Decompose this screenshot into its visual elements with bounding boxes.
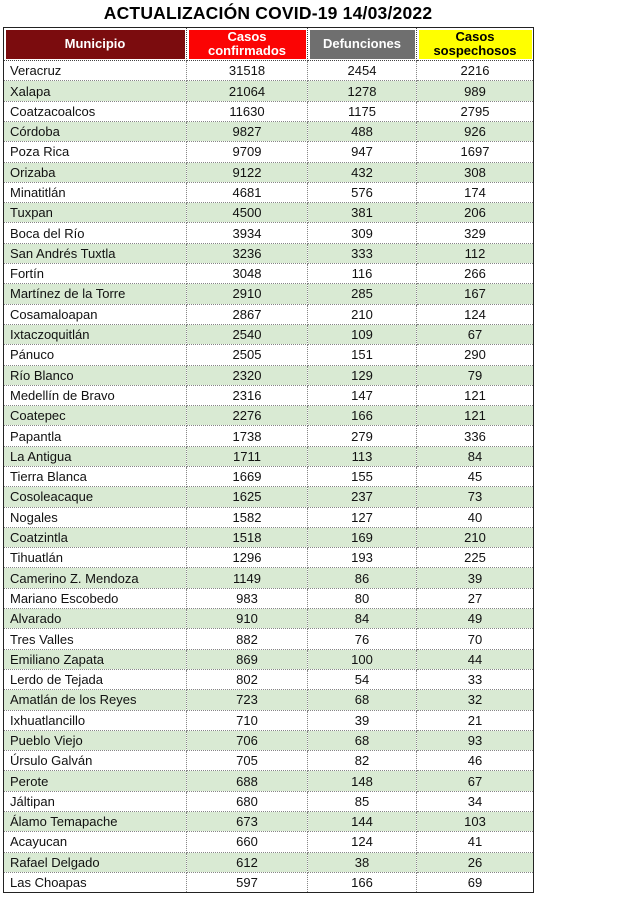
cell-casos-sospechosos: 69 [417, 872, 534, 892]
cell-defunciones: 68 [308, 690, 417, 710]
cell-casos-sospechosos: 210 [417, 527, 534, 547]
report-page [3, 0, 533, 893]
cell-defunciones: 113 [308, 446, 417, 466]
table-row [4, 507, 534, 527]
cell-municipio: Camerino Z. Mendoza [4, 568, 187, 588]
cell-casos-confirmados: 723 [187, 690, 308, 710]
cell-casos-sospechosos: 67 [417, 771, 534, 791]
cell-casos-sospechosos: 49 [417, 609, 534, 629]
cell-defunciones: 2454 [308, 61, 417, 81]
cell-municipio: San Andrés Tuxtla [4, 243, 187, 263]
cell-municipio: Pueblo Viejo [4, 730, 187, 750]
cell-casos-sospechosos: 926 [417, 121, 534, 141]
cell-defunciones: 166 [308, 872, 417, 892]
table-row [4, 669, 534, 689]
cell-defunciones: 38 [308, 852, 417, 872]
cell-municipio: Jáltipan [4, 791, 187, 811]
cell-casos-sospechosos: 27 [417, 588, 534, 608]
table-row [4, 162, 534, 182]
cell-defunciones: 82 [308, 751, 417, 771]
cell-defunciones: 193 [308, 548, 417, 568]
table-row [4, 203, 534, 223]
table-row [4, 304, 534, 324]
table-row [4, 487, 534, 507]
cell-defunciones: 432 [308, 162, 417, 182]
cell-casos-confirmados: 705 [187, 751, 308, 771]
table-row [4, 385, 534, 405]
cell-casos-confirmados: 1582 [187, 507, 308, 527]
column-header-municipio: Municipio [4, 28, 187, 61]
table-row [4, 771, 534, 791]
table-row [4, 446, 534, 466]
cell-casos-confirmados: 869 [187, 649, 308, 669]
cell-defunciones: 166 [308, 406, 417, 426]
table-row [4, 406, 534, 426]
cell-municipio: La Antigua [4, 446, 187, 466]
cell-defunciones: 124 [308, 832, 417, 852]
cell-casos-sospechosos: 2216 [417, 61, 534, 81]
table-row [4, 223, 534, 243]
cell-casos-confirmados: 9827 [187, 121, 308, 141]
cell-casos-sospechosos: 39 [417, 568, 534, 588]
cell-municipio: Amatlán de los Reyes [4, 690, 187, 710]
cell-defunciones: 169 [308, 527, 417, 547]
cell-casos-sospechosos: 112 [417, 243, 534, 263]
cell-municipio: Perote [4, 771, 187, 791]
cell-municipio: Córdoba [4, 121, 187, 141]
cell-defunciones: 488 [308, 121, 417, 141]
table-header [4, 28, 534, 61]
cell-defunciones: 39 [308, 710, 417, 730]
column-header-casos-sospechosos: Casos sospechosos [417, 28, 534, 61]
cell-municipio: Ixhuatlancillo [4, 710, 187, 730]
cell-casos-sospechosos: 336 [417, 426, 534, 446]
cell-casos-sospechosos: 84 [417, 446, 534, 466]
table-row [4, 467, 534, 487]
cell-casos-sospechosos: 33 [417, 669, 534, 689]
cell-casos-confirmados: 2276 [187, 406, 308, 426]
cell-defunciones: 129 [308, 365, 417, 385]
cell-casos-sospechosos: 308 [417, 162, 534, 182]
cell-municipio: Xalapa [4, 81, 187, 101]
cell-municipio: Fortín [4, 264, 187, 284]
table-row [4, 690, 534, 710]
column-header-defunciones: Defunciones [308, 28, 417, 61]
table-row [4, 527, 534, 547]
cell-municipio: Alvarado [4, 609, 187, 629]
cell-casos-sospechosos: 121 [417, 406, 534, 426]
cell-municipio: Cosamaloapan [4, 304, 187, 324]
cell-casos-confirmados: 983 [187, 588, 308, 608]
cell-casos-sospechosos: 93 [417, 730, 534, 750]
cell-defunciones: 144 [308, 812, 417, 832]
cell-casos-confirmados: 680 [187, 791, 308, 811]
cell-defunciones: 84 [308, 609, 417, 629]
cell-casos-confirmados: 597 [187, 872, 308, 892]
cell-municipio: Tuxpan [4, 203, 187, 223]
table-row [4, 142, 534, 162]
cell-municipio: Rafael Delgado [4, 852, 187, 872]
cell-casos-confirmados: 3934 [187, 223, 308, 243]
cell-municipio: Poza Rica [4, 142, 187, 162]
cell-casos-sospechosos: 79 [417, 365, 534, 385]
cell-municipio: Álamo Temapache [4, 812, 187, 832]
cell-casos-confirmados: 688 [187, 771, 308, 791]
cell-defunciones: 116 [308, 264, 417, 284]
cell-casos-sospechosos: 266 [417, 264, 534, 284]
cell-casos-confirmados: 802 [187, 669, 308, 689]
cell-casos-confirmados: 11630 [187, 101, 308, 121]
cell-municipio: Minatitlán [4, 182, 187, 202]
cell-casos-confirmados: 1669 [187, 467, 308, 487]
cell-casos-sospechosos: 44 [417, 649, 534, 669]
cell-casos-confirmados: 1711 [187, 446, 308, 466]
cell-defunciones: 100 [308, 649, 417, 669]
cell-defunciones: 147 [308, 385, 417, 405]
table-row [4, 832, 534, 852]
cell-municipio: Mariano Escobedo [4, 588, 187, 608]
cell-defunciones: 148 [308, 771, 417, 791]
cell-municipio: Río Blanco [4, 365, 187, 385]
cell-defunciones: 1278 [308, 81, 417, 101]
cell-defunciones: 210 [308, 304, 417, 324]
table-row [4, 61, 534, 81]
cell-defunciones: 86 [308, 568, 417, 588]
cell-municipio: Veracruz [4, 61, 187, 81]
page-title: ACTUALIZACIÓN COVID-19 14/03/2022 [103, 3, 433, 23]
cell-defunciones: 68 [308, 730, 417, 750]
cell-defunciones: 85 [308, 791, 417, 811]
cell-casos-confirmados: 1296 [187, 548, 308, 568]
cell-casos-confirmados: 660 [187, 832, 308, 852]
table-row [4, 568, 534, 588]
cell-casos-confirmados: 612 [187, 852, 308, 872]
cell-defunciones: 1175 [308, 101, 417, 121]
table-row [4, 548, 534, 568]
cell-casos-sospechosos: 290 [417, 345, 534, 365]
cell-defunciones: 947 [308, 142, 417, 162]
cell-defunciones: 80 [308, 588, 417, 608]
table-row [4, 243, 534, 263]
header-row [4, 28, 534, 61]
cell-casos-sospechosos: 174 [417, 182, 534, 202]
cell-casos-confirmados: 21064 [187, 81, 308, 101]
cell-municipio: Ixtaczoquitlán [4, 324, 187, 344]
column-header-casos-confirmados: Casos confirmados [187, 28, 308, 61]
cell-municipio: Acayucan [4, 832, 187, 852]
cell-casos-sospechosos: 34 [417, 791, 534, 811]
cell-casos-confirmados: 710 [187, 710, 308, 730]
cell-municipio: Cosoleacaque [4, 487, 187, 507]
table-row [4, 121, 534, 141]
cell-casos-sospechosos: 329 [417, 223, 534, 243]
cell-casos-sospechosos: 41 [417, 832, 534, 852]
cell-casos-confirmados: 31518 [187, 61, 308, 81]
cell-defunciones: 109 [308, 324, 417, 344]
cell-municipio: Tierra Blanca [4, 467, 187, 487]
cell-casos-sospechosos: 121 [417, 385, 534, 405]
table-row [4, 345, 534, 365]
cell-casos-sospechosos: 21 [417, 710, 534, 730]
cell-casos-sospechosos: 124 [417, 304, 534, 324]
cell-municipio: Nogales [4, 507, 187, 527]
cell-casos-confirmados: 673 [187, 812, 308, 832]
cell-defunciones: 151 [308, 345, 417, 365]
cell-defunciones: 155 [308, 467, 417, 487]
cell-municipio: Tres Valles [4, 629, 187, 649]
table-row [4, 588, 534, 608]
table-row [4, 629, 534, 649]
table-row [4, 101, 534, 121]
cell-casos-sospechosos: 67 [417, 324, 534, 344]
table-row [4, 365, 534, 385]
cell-casos-sospechosos: 70 [417, 629, 534, 649]
cell-municipio: Tihuatlán [4, 548, 187, 568]
cell-casos-confirmados: 1625 [187, 487, 308, 507]
cell-municipio: Coatzacoalcos [4, 101, 187, 121]
cell-casos-confirmados: 1518 [187, 527, 308, 547]
table-row [4, 426, 534, 446]
cell-defunciones: 54 [308, 669, 417, 689]
table-row [4, 182, 534, 202]
table-row [4, 791, 534, 811]
table-row [4, 852, 534, 872]
table-row [4, 649, 534, 669]
cell-defunciones: 127 [308, 507, 417, 527]
cell-municipio: Lerdo de Tejada [4, 669, 187, 689]
table-row [4, 81, 534, 101]
cell-casos-confirmados: 1738 [187, 426, 308, 446]
cell-casos-confirmados: 3236 [187, 243, 308, 263]
cell-casos-sospechosos: 73 [417, 487, 534, 507]
cell-casos-confirmados: 9122 [187, 162, 308, 182]
cell-casos-confirmados: 910 [187, 609, 308, 629]
cell-defunciones: 333 [308, 243, 417, 263]
cell-casos-confirmados: 2540 [187, 324, 308, 344]
table-row [4, 730, 534, 750]
cell-municipio: Las Choapas [4, 872, 187, 892]
table-row [4, 812, 534, 832]
cell-casos-sospechosos: 1697 [417, 142, 534, 162]
cell-casos-sospechosos: 206 [417, 203, 534, 223]
cell-casos-confirmados: 3048 [187, 264, 308, 284]
cell-defunciones: 76 [308, 629, 417, 649]
cell-defunciones: 381 [308, 203, 417, 223]
cell-municipio: Papantla [4, 426, 187, 446]
cell-casos-sospechosos: 45 [417, 467, 534, 487]
cell-casos-confirmados: 706 [187, 730, 308, 750]
cell-defunciones: 279 [308, 426, 417, 446]
cell-defunciones: 576 [308, 182, 417, 202]
cell-casos-confirmados: 2867 [187, 304, 308, 324]
cell-casos-confirmados: 2316 [187, 385, 308, 405]
cell-casos-sospechosos: 225 [417, 548, 534, 568]
cell-casos-confirmados: 882 [187, 629, 308, 649]
table-row [4, 872, 534, 892]
cell-municipio: Orizaba [4, 162, 187, 182]
cell-municipio: Martínez de la Torre [4, 284, 187, 304]
cell-defunciones: 309 [308, 223, 417, 243]
cell-municipio: Medellín de Bravo [4, 385, 187, 405]
covid-table [3, 27, 534, 893]
cell-casos-sospechosos: 40 [417, 507, 534, 527]
cell-municipio: Úrsulo Galván [4, 751, 187, 771]
table-row [4, 609, 534, 629]
cell-casos-confirmados: 4681 [187, 182, 308, 202]
table-row [4, 751, 534, 771]
cell-municipio: Pánuco [4, 345, 187, 365]
table-row [4, 324, 534, 344]
table-row [4, 710, 534, 730]
cell-casos-confirmados: 1149 [187, 568, 308, 588]
cell-casos-sospechosos: 32 [417, 690, 534, 710]
table-row [4, 264, 534, 284]
cell-municipio: Coatepec [4, 406, 187, 426]
cell-casos-sospechosos: 103 [417, 812, 534, 832]
cell-casos-confirmados: 4500 [187, 203, 308, 223]
table-body [4, 61, 534, 893]
cell-municipio: Coatzintla [4, 527, 187, 547]
cell-casos-sospechosos: 26 [417, 852, 534, 872]
cell-casos-sospechosos: 46 [417, 751, 534, 771]
cell-municipio: Emiliano Zapata [4, 649, 187, 669]
cell-casos-sospechosos: 989 [417, 81, 534, 101]
cell-casos-confirmados: 2505 [187, 345, 308, 365]
cell-municipio: Boca del Río [4, 223, 187, 243]
cell-casos-sospechosos: 2795 [417, 101, 534, 121]
table-row [4, 284, 534, 304]
cell-defunciones: 285 [308, 284, 417, 304]
cell-casos-sospechosos: 167 [417, 284, 534, 304]
cell-defunciones: 237 [308, 487, 417, 507]
cell-casos-confirmados: 2910 [187, 284, 308, 304]
cell-casos-confirmados: 9709 [187, 142, 308, 162]
cell-casos-confirmados: 2320 [187, 365, 308, 385]
